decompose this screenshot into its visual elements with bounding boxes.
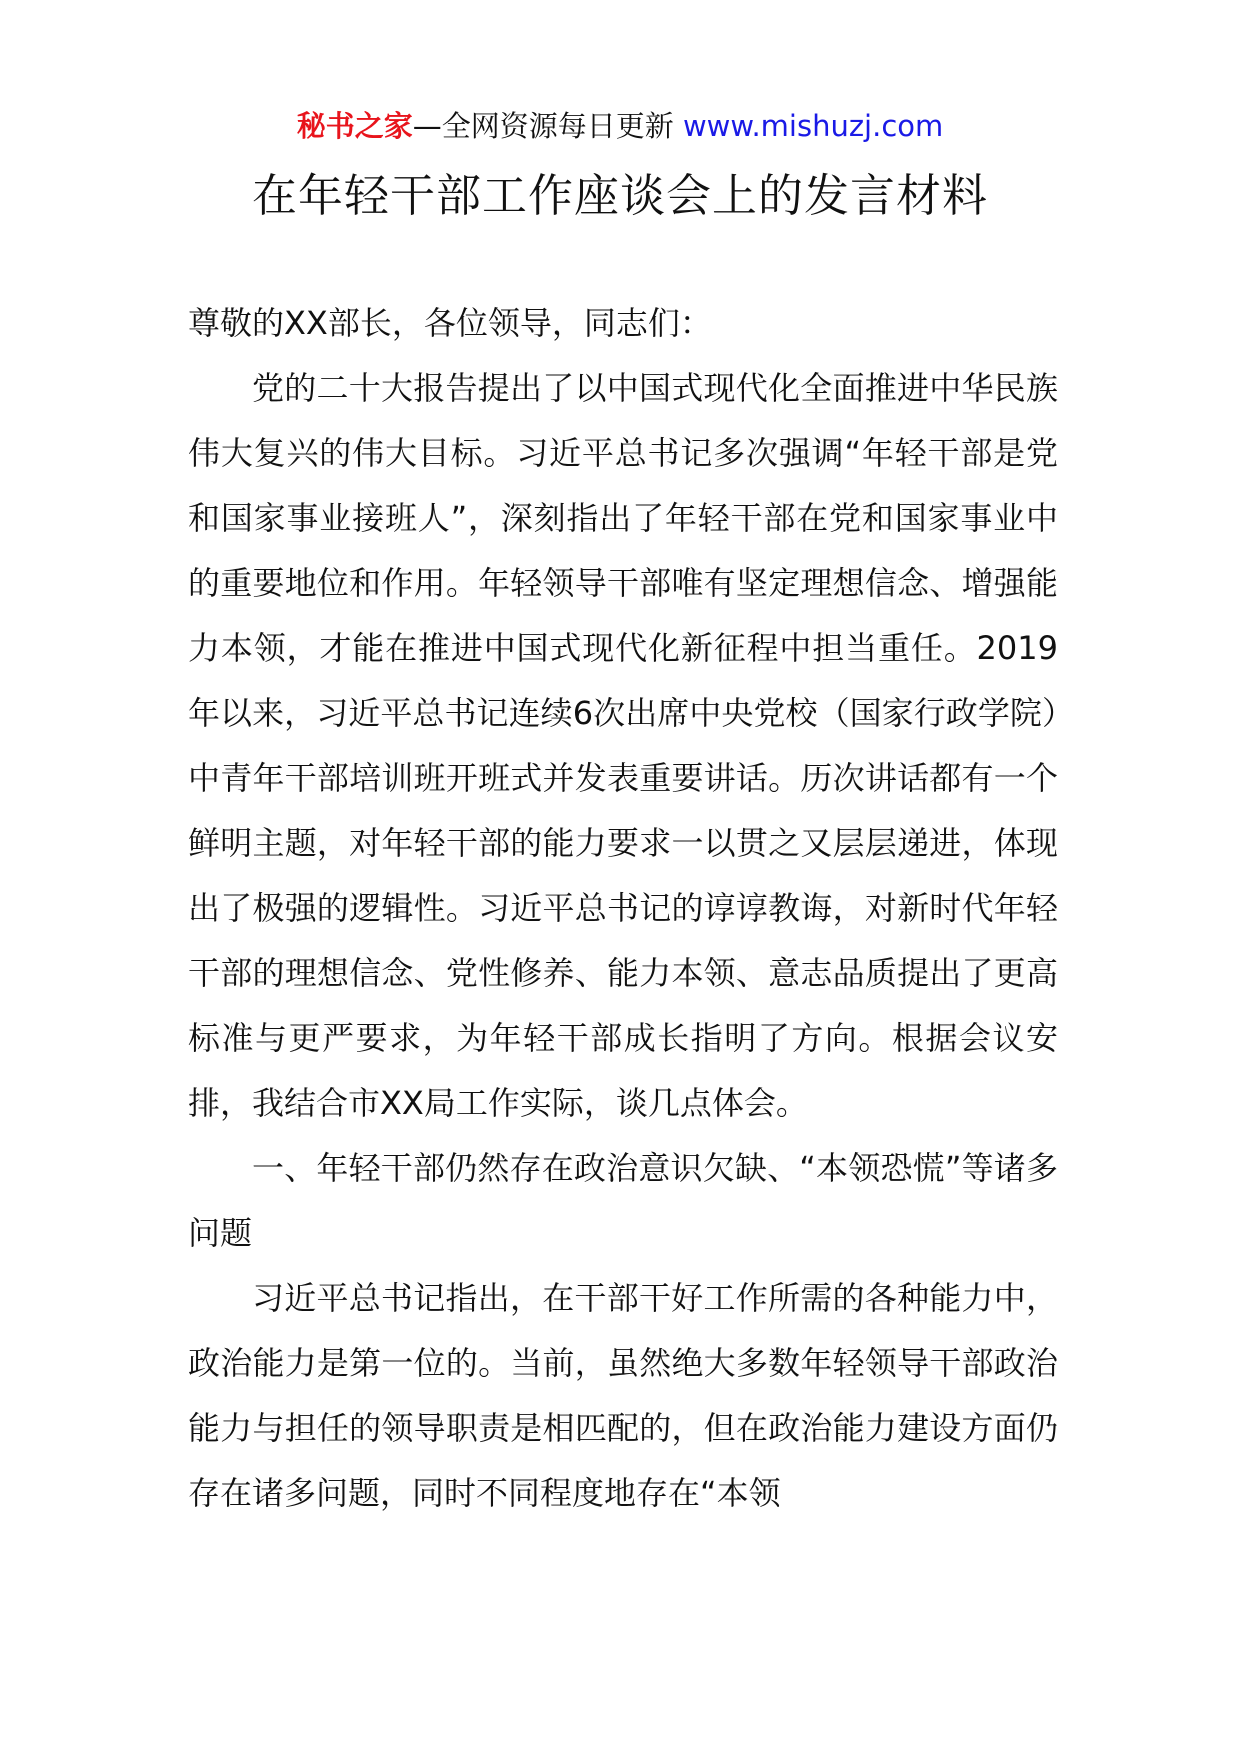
- document-body: [188, 291, 1058, 1526]
- brand-name: 秘书之家: [296, 109, 413, 143]
- section-heading-1: 一、年轻干部仍然存在政治意识欠缺、“本领恐慌”等诸多问题: [188, 1149, 1058, 1252]
- paragraph-section-1: 习近平总书记指出，在干部干好工作所需的各种能力中，政治能力是第一位的。当前，虽然绝大多数年轻领导干部政治能力与担任的领导职责是相匹配的，但在政治能力建设方面仍存在诸多问题，同时不同程度地存在“本领: [188, 1279, 1058, 1512]
- paragraph-intro: 党的二十大报告提出了以中国式现代化全面推进中华民族伟大复兴的伟大目标。习近平总书记多次强调“年轻干部是党和国家事业接班人”，深刻指出了年轻干部在党和国家事业中的重要地位和作用。年轻领导干部唯有坚定理想信念、增强能力本领，才能在推进中国式现代化新征程中担当重任。2019年以来，习近平总书记连续6次出席中央党校（国家行政学院）中青年干部培训班开班式并发表重要讲话。历次讲话都有一个鲜明主题，对年轻干部的能力要求一以贯之又层层递进，体现出了极强的逻辑性。习近平总书记的谆谆教诲，对新时代年轻干部的理想信念、党性修养、能力本领、意志品质提出了更高标准与更严要求，为年轻干部成长指明了方向。根据会议安排，我结合市XX局工作实际，谈几点体会。: [188, 369, 1058, 1122]
- site-url-link[interactable]: www.mishuzj.com: [682, 109, 944, 143]
- header-tagline: —全网资源每日更新: [412, 109, 683, 143]
- salutation: 尊敬的XX部长，各位领导，同志们：: [188, 304, 712, 342]
- site-header: [0, 106, 1240, 146]
- document-title: 在年轻干部工作座谈会上的发言材料: [251, 169, 988, 222]
